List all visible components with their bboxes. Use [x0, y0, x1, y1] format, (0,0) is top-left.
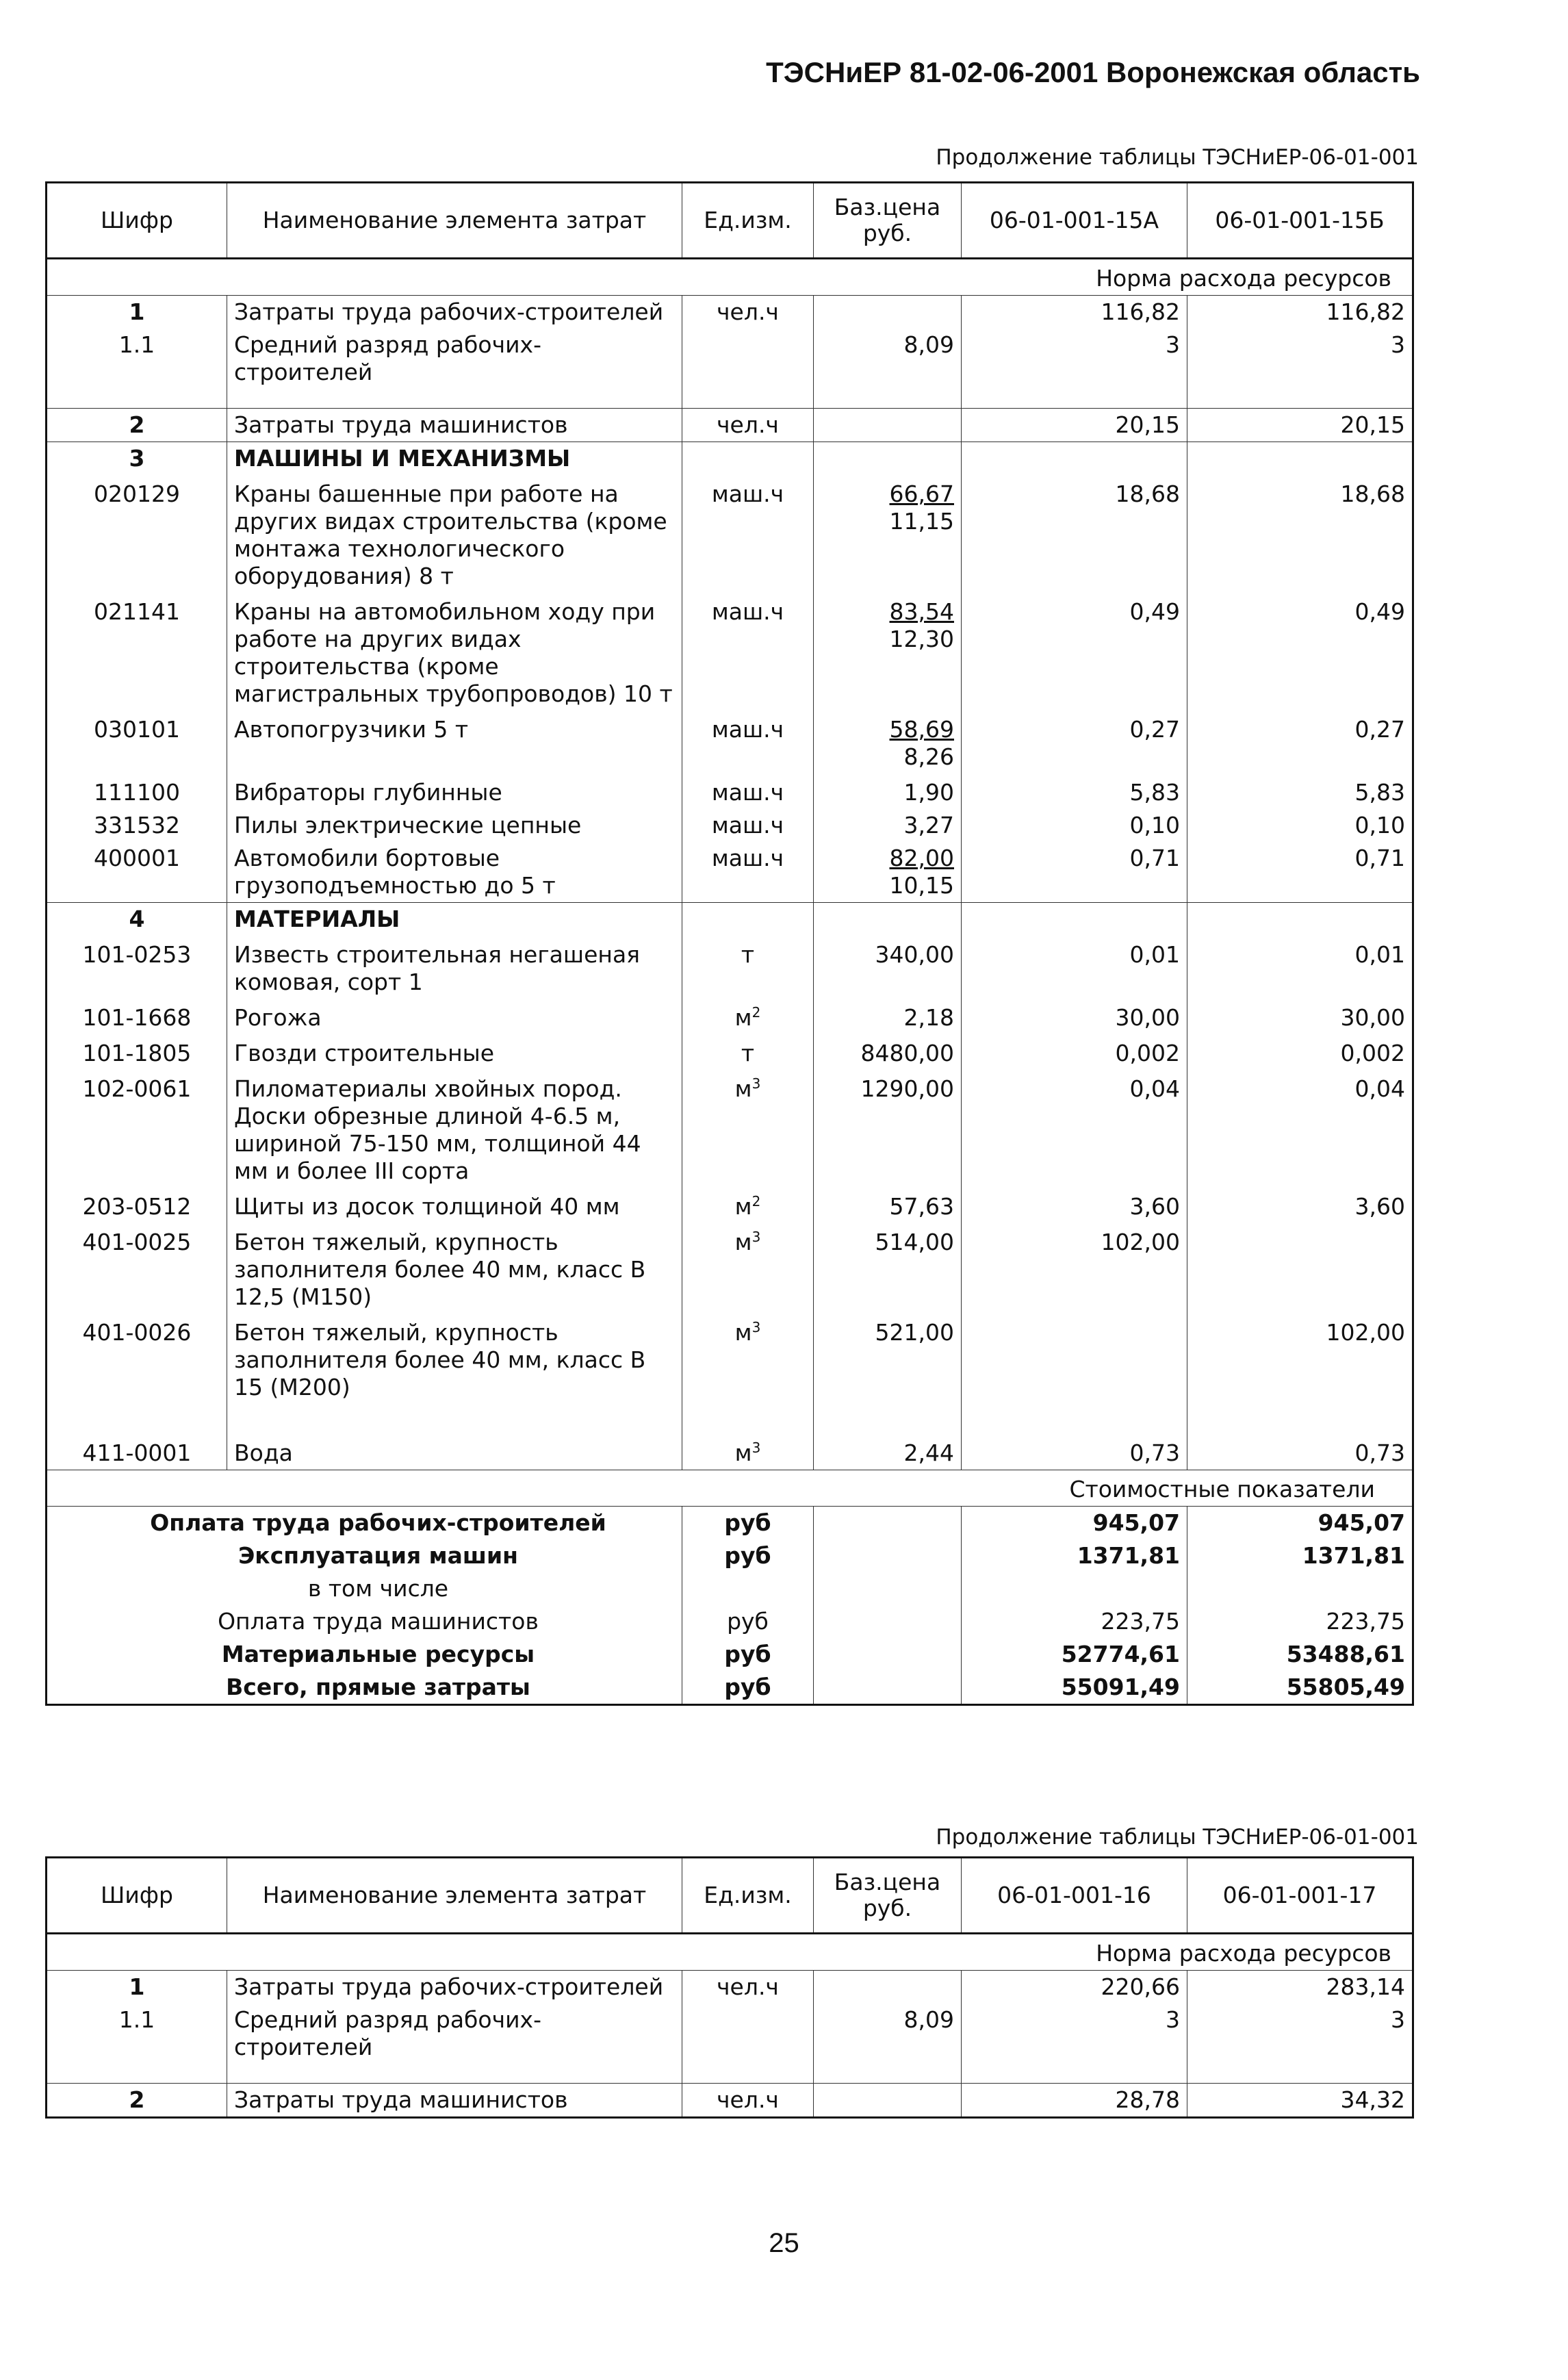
row-unit: $м^2$ [682, 999, 814, 1034]
table-row [47, 1314, 1413, 1437]
row-unit: $м^3$ [682, 1223, 814, 1314]
row-code: 1.1 [47, 329, 227, 389]
row-name: Затраты труда рабочих-строителей [227, 296, 682, 329]
table1 [45, 181, 1414, 1706]
row-name: Гвозди строительные [227, 1034, 682, 1070]
summary-value-a: 223,75 [962, 1605, 1187, 1638]
row-unit: т [682, 936, 814, 999]
row-value-b: 5,83 [1187, 773, 1413, 809]
col-code-header: Шифр [47, 1858, 227, 1934]
row-price-main: 58,69 [889, 716, 954, 743]
table1-header-row [47, 183, 1413, 259]
col-unit-header: Ед.изм. [682, 183, 814, 259]
row-name: Автомобили бортовые грузоподъемностью до 5 т [227, 842, 682, 903]
summary-value-a: 52774,61 [962, 1638, 1187, 1671]
row-value-a: 102,00 [962, 1223, 1187, 1314]
summary-row [47, 1638, 1413, 1671]
row-value-a: 3,60 [962, 1188, 1187, 1223]
row-name: Затраты труда машинистов [227, 2084, 682, 2118]
row-unit [682, 329, 814, 389]
row-code: 203-0512 [47, 1188, 227, 1223]
row-value-b: 3,60 [1187, 1188, 1413, 1223]
summary-unit: руб [682, 1671, 814, 1705]
row-unit: маш.ч [682, 711, 814, 773]
row-unit: чел.ч [682, 1971, 814, 2004]
table-row [47, 842, 1413, 903]
row-name: Затраты труда машинистов [227, 409, 682, 442]
table2 [45, 1856, 1414, 2119]
row-value-a: 116,82 [962, 296, 1187, 329]
row-price: 340,00 [814, 936, 962, 999]
row-code: 411-0001 [47, 1437, 227, 1470]
row-unit: $м^3$ [682, 1437, 814, 1470]
cost-label: Стоимостные показатели [47, 1470, 1413, 1507]
row-value-b: 0,04 [1187, 1070, 1413, 1188]
row-name: Пиломатериалы хвойных пород. Доски обрезные длиной 4-6.5 м, шириной 75-150 мм, толщиной 44 мм и более III сорта [227, 1070, 682, 1188]
row-price [814, 409, 962, 442]
row-price: 1290,00 [814, 1070, 962, 1188]
row-name: Вода [227, 1437, 682, 1470]
row-code: 2 [47, 409, 227, 442]
row-value-b: 20,15 [1187, 409, 1413, 442]
summary-unit: руб [682, 1507, 814, 1540]
summary-row [47, 1507, 1413, 1540]
row-value-a: 0,73 [962, 1437, 1187, 1470]
row-code: 101-0253 [47, 936, 227, 999]
table1-continuation-note: Продолжение таблицы ТЭСНиЕР-06-01-001 [936, 145, 1419, 170]
page-number: 25 [769, 2228, 799, 2258]
row-code: 101-1668 [47, 999, 227, 1034]
table-row [47, 1971, 1413, 2004]
row-unit: маш.ч [682, 842, 814, 903]
summary-value-a: 945,07 [962, 1507, 1187, 1540]
norm-label-row [47, 1934, 1413, 1971]
row-value-b: 0,71 [1187, 842, 1413, 903]
norm-label: Норма расхода ресурсов [47, 259, 1413, 296]
row-unit: чел.ч [682, 409, 814, 442]
row-price-main: 66,67 [889, 481, 954, 507]
row-price: 514,00 [814, 1223, 962, 1314]
row-value-a: 0,04 [962, 1070, 1187, 1188]
row-code: 102-0061 [47, 1070, 227, 1188]
row-value-a: 0,10 [962, 809, 1187, 842]
row-unit: $м^2$ [682, 1188, 814, 1223]
row-value-a: 20,15 [962, 409, 1187, 442]
row-price-secondary: 8,26 [903, 743, 954, 770]
summary-label: Материальные ресурсы [47, 1638, 682, 1671]
row-code: 331532 [47, 809, 227, 842]
section-title: МАТЕРИАЛЫ [227, 903, 682, 936]
col-name-header: Наименование элемента затрат [227, 183, 682, 259]
table-row [47, 1188, 1413, 1223]
table-row [47, 329, 1413, 389]
row-code: 401-0025 [47, 1223, 227, 1314]
col-name-header: Наименование элемента затрат [227, 1858, 682, 1934]
row-value-a: 5,83 [962, 773, 1187, 809]
table-row [47, 999, 1413, 1034]
summary-row [47, 1572, 1413, 1605]
col-a-header: 06-01-001-16 [962, 1858, 1187, 1934]
row-code: 400001 [47, 842, 227, 903]
row-value-b: 34,32 [1187, 2084, 1413, 2118]
cost-label-row [47, 1470, 1413, 1507]
section-code: 3 [47, 442, 227, 476]
row-code: 111100 [47, 773, 227, 809]
row-value-a: 0,27 [962, 711, 1187, 773]
row-price-secondary: 11,15 [889, 508, 954, 535]
row-unit: чел.ч [682, 2084, 814, 2118]
row-unit: маш.ч [682, 593, 814, 711]
row-name: Затраты труда рабочих-строителей [227, 1971, 682, 2004]
row-code: 1 [47, 296, 227, 329]
row-name: Краны на автомобильном ходу при работе на других видах строительства (кроме магистральных трубопроводов) 10 т [227, 593, 682, 711]
row-name: Известь строительная негашеная комовая, сорт 1 [227, 936, 682, 999]
row-price: 2,44 [814, 1437, 962, 1470]
row-unit: чел.ч [682, 296, 814, 329]
summary-unit: руб [682, 1638, 814, 1671]
section-row-materials [47, 903, 1413, 936]
section-title: МАШИНЫ И МЕХАНИЗМЫ [227, 442, 682, 476]
row-value-a: 30,00 [962, 999, 1187, 1034]
table-row [47, 475, 1413, 593]
page-header-title: ТЭСНиЕР 81-02-06-2001 Воронежская область [766, 56, 1420, 88]
row-price-secondary: 12,30 [889, 626, 954, 652]
row-price: 8480,00 [814, 1034, 962, 1070]
row-unit: маш.ч [682, 475, 814, 593]
row-name: Краны башенные при работе на других видах строительства (кроме монтажа технологического оборудования) 8 т [227, 475, 682, 593]
row-value-b: 116,82 [1187, 296, 1413, 329]
row-value-a: 0,49 [962, 593, 1187, 711]
row-price-main: 82,00 [889, 845, 954, 871]
table-row [47, 809, 1413, 842]
table-row [47, 1070, 1413, 1188]
section-row-machines [47, 442, 1413, 476]
col-a-header: 06-01-001-15А [962, 183, 1187, 259]
summary-value-a: 1371,81 [962, 1539, 1187, 1572]
col-b-header: 06-01-001-15Б [1187, 183, 1413, 259]
table2-header-row [47, 1858, 1413, 1934]
row-value-a: 220,66 [962, 1971, 1187, 2004]
summary-row [47, 1671, 1413, 1705]
row-code: 2 [47, 2084, 227, 2118]
row-value-b: 18,68 [1187, 475, 1413, 593]
row-name: Щиты из досок толщиной 40 мм [227, 1188, 682, 1223]
row-value-a: 3 [962, 329, 1187, 389]
row-value-a: 0,71 [962, 842, 1187, 903]
row-name: Пилы электрические цепные [227, 809, 682, 842]
row-value-a: 18,68 [962, 475, 1187, 593]
row-value-b: 0,73 [1187, 1437, 1413, 1470]
summary-value-b: 223,75 [1187, 1605, 1413, 1638]
row-value-a: 3 [962, 2004, 1187, 2064]
row-value-b: 0,002 [1187, 1034, 1413, 1070]
row-price [814, 296, 962, 329]
row-code: 1 [47, 1971, 227, 2004]
table-row [47, 1034, 1413, 1070]
col-b-header: 06-01-001-17 [1187, 1858, 1413, 1934]
row-price [814, 711, 962, 773]
row-code: 021141 [47, 593, 227, 711]
row-value-b: 3 [1187, 2004, 1413, 2064]
row-unit: т [682, 1034, 814, 1070]
summary-value-b: 53488,61 [1187, 1638, 1413, 1671]
summary-label: Оплата труда машинистов [47, 1605, 682, 1638]
row-name: Вибраторы глубинные [227, 773, 682, 809]
row-price: 57,63 [814, 1188, 962, 1223]
row-name: Автопогрузчики 5 т [227, 711, 682, 773]
col-unit-header: Ед.изм. [682, 1858, 814, 1934]
row-unit: $м^3$ [682, 1314, 814, 1437]
row-value-a: 0,002 [962, 1034, 1187, 1070]
row-code: 101-1805 [47, 1034, 227, 1070]
table-row [47, 2004, 1413, 2064]
row-unit: маш.ч [682, 773, 814, 809]
row-price: 521,00 [814, 1314, 962, 1437]
table-row [47, 1437, 1413, 1470]
row-value-b [1187, 1223, 1413, 1314]
table-row [47, 2084, 1413, 2118]
row-value-b: 0,49 [1187, 593, 1413, 711]
summary-value-b: 1371,81 [1187, 1539, 1413, 1572]
summary-row [47, 1539, 1413, 1572]
row-price [814, 842, 962, 903]
summary-value-a: 55091,49 [962, 1671, 1187, 1705]
table-row [47, 296, 1413, 329]
summary-unit: руб [682, 1605, 814, 1638]
table-row [47, 1223, 1413, 1314]
summary-row [47, 1605, 1413, 1638]
row-price: 2,18 [814, 999, 962, 1034]
row-name: Бетон тяжелый, крупность заполнителя более 40 мм, класс В 15 (М200) [227, 1314, 682, 1437]
row-value-a: 28,78 [962, 2084, 1187, 2118]
row-price: 3,27 [814, 809, 962, 842]
summary-label: в том числе [47, 1572, 682, 1605]
summary-label: Всего, прямые затраты [47, 1671, 682, 1705]
row-price [814, 593, 962, 711]
summary-value-b: 55805,49 [1187, 1671, 1413, 1705]
col-price-header: Баз.цена руб. [814, 1858, 962, 1934]
table-row [47, 409, 1413, 442]
row-value-b: 0,27 [1187, 711, 1413, 773]
table2-continuation-note: Продолжение таблицы ТЭСНиЕР-06-01-001 [936, 1825, 1419, 1850]
col-price-header: Баз.цена руб. [814, 183, 962, 259]
row-name: Средний разряд рабочих-строителей [227, 329, 682, 389]
row-value-b: 30,00 [1187, 999, 1413, 1034]
row-unit: $м^3$ [682, 1070, 814, 1188]
row-code: 401-0026 [47, 1314, 227, 1437]
summary-label: Эксплуатация машин [47, 1539, 682, 1572]
row-price-main: 83,54 [889, 598, 954, 625]
summary-value-b: 945,07 [1187, 1507, 1413, 1540]
summary-unit: руб [682, 1539, 814, 1572]
section-code: 4 [47, 903, 227, 936]
row-code: 020129 [47, 475, 227, 593]
row-price: 8,09 [814, 2004, 962, 2064]
row-name: Средний разряд рабочих-строителей [227, 2004, 682, 2064]
row-name: Рогожа [227, 999, 682, 1034]
row-code: 1.1 [47, 2004, 227, 2064]
table-row [47, 936, 1413, 999]
norm-label-row [47, 259, 1413, 296]
row-value-a: 0,01 [962, 936, 1187, 999]
row-value-a [962, 1314, 1187, 1437]
row-price-secondary: 10,15 [889, 872, 954, 899]
row-value-b: 3 [1187, 329, 1413, 389]
row-value-b: 102,00 [1187, 1314, 1413, 1437]
row-name: Бетон тяжелый, крупность заполнителя более 40 мм, класс В 12,5 (М150) [227, 1223, 682, 1314]
row-unit: маш.ч [682, 809, 814, 842]
row-price [814, 475, 962, 593]
table-row [47, 711, 1413, 773]
row-value-b: 0,10 [1187, 809, 1413, 842]
row-code: 030101 [47, 711, 227, 773]
summary-label: Оплата труда рабочих-строителей [47, 1507, 682, 1540]
table-row [47, 773, 1413, 809]
norm-label: Норма расхода ресурсов [47, 1934, 1413, 1971]
row-value-b: 0,01 [1187, 936, 1413, 999]
row-value-b: 283,14 [1187, 1971, 1413, 2004]
row-price: 1,90 [814, 773, 962, 809]
row-price: 8,09 [814, 329, 962, 389]
col-code-header: Шифр [47, 183, 227, 259]
table-row [47, 593, 1413, 711]
